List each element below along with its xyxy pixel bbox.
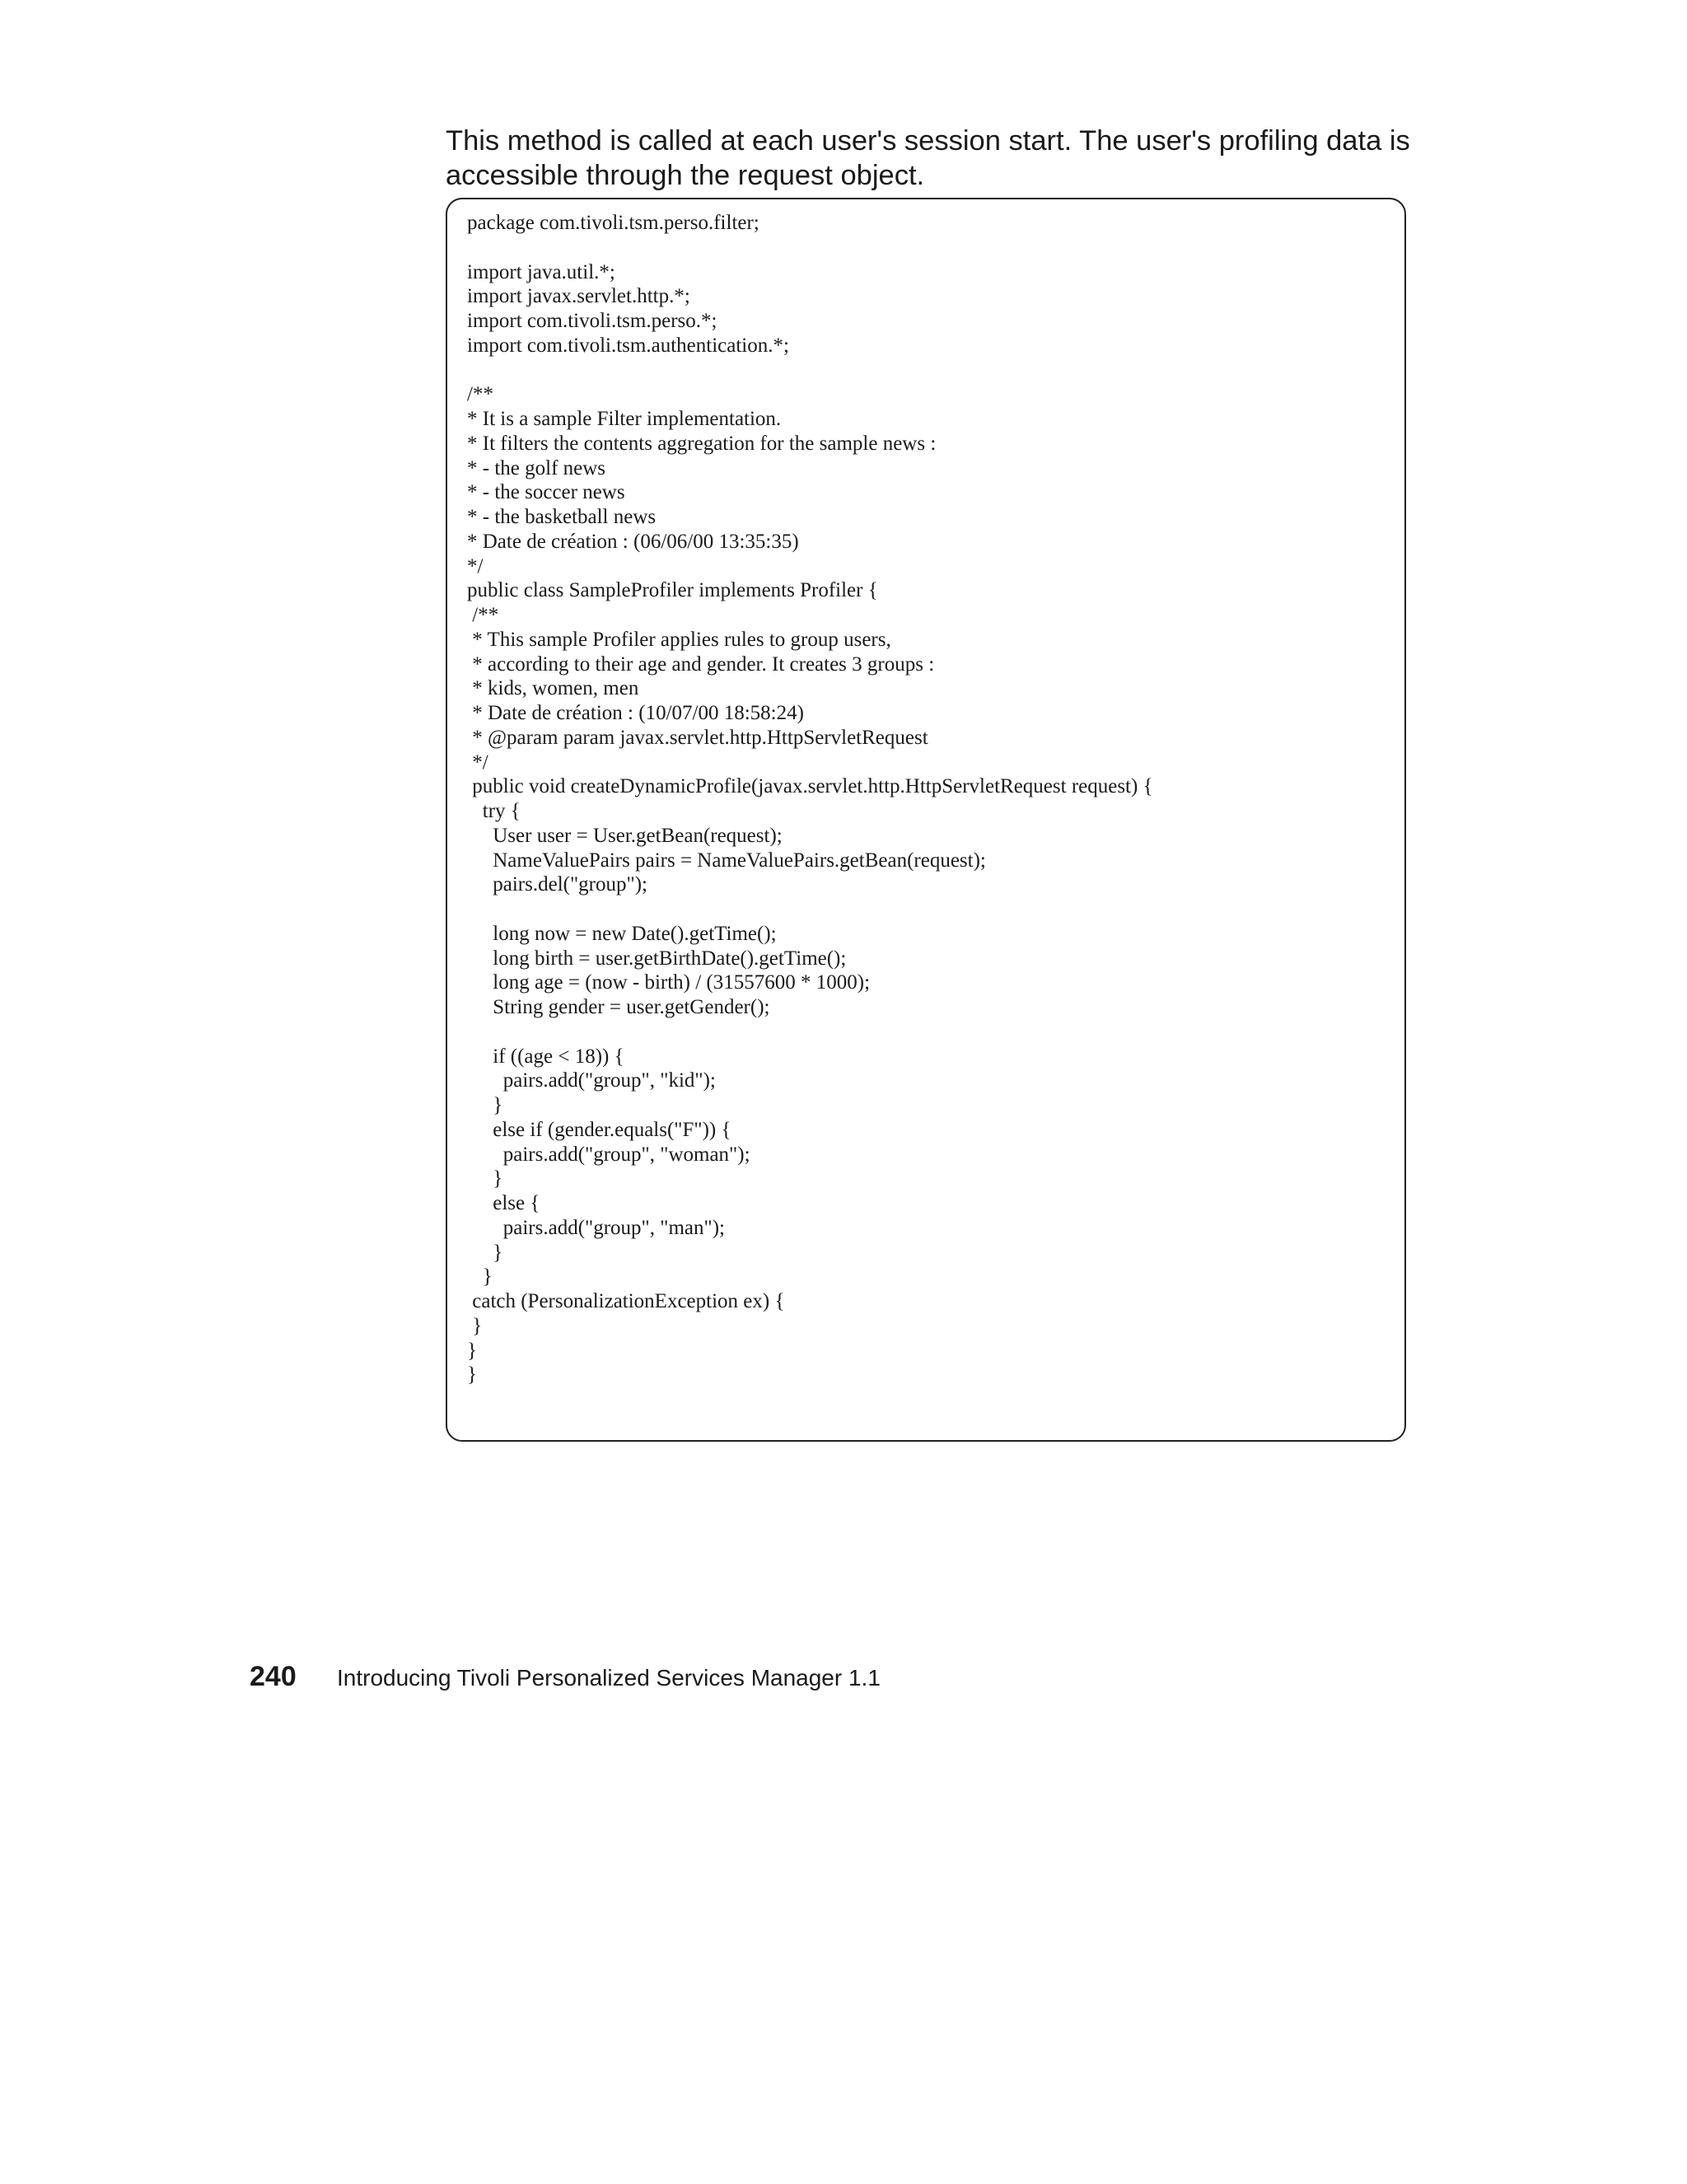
code-line: * Date de création : (10/07/00 18:58:24) — [467, 702, 804, 724]
code-line: NameValuePairs pairs = NameValuePairs.getBean(request); — [467, 849, 986, 872]
code-line: long age = (now - birth) / (31557600 * 1000); — [467, 971, 871, 994]
code-line: * kids, women, men — [467, 677, 639, 700]
code-line: public void createDynamicProfile(javax.servlet.http.HttpServletRequest request) { — [467, 775, 1153, 798]
code-line: import com.tivoli.tsm.perso.*; — [467, 310, 717, 332]
code-line: } — [467, 1339, 477, 1362]
code-line — [467, 358, 1153, 383]
code-line: User user = User.getBean(request); — [467, 824, 783, 847]
code-line: import com.tivoli.tsm.authentication.*; — [467, 334, 789, 357]
code-line: import java.util.*; — [467, 260, 615, 283]
code-line — [467, 236, 1153, 260]
code-line: * It is a sample Filter implementation. — [467, 408, 782, 430]
code-line: * @param param javax.servlet.http.HttpServletRequest — [467, 726, 928, 749]
code-line: import javax.servlet.http.*; — [467, 285, 690, 308]
code-line: } — [467, 1241, 503, 1264]
intro-paragraph: This method is called at each user's session start. The user's profiling data is accessible through the request object. — [446, 125, 1410, 191]
code-line: if ((age < 18)) { — [467, 1045, 624, 1068]
code-line: * This sample Profiler applies rules to group users, — [467, 628, 891, 651]
code-line: public class SampleProfiler implements Profiler { — [467, 579, 878, 602]
code-line: /** — [467, 383, 493, 406]
code-line: else { — [467, 1192, 540, 1214]
code-listing-box — [446, 198, 1406, 1442]
code-line: try { — [467, 800, 521, 822]
code-line: long now = new Date().getTime(); — [467, 922, 777, 945]
code-line: } — [467, 1094, 503, 1116]
code-listing — [467, 211, 1153, 1387]
page-number: 240 — [250, 1661, 297, 1692]
code-line: package com.tivoli.tsm.perso.filter; — [467, 212, 759, 234]
book-title: Introducing Tivoli Personalized Services Manager 1.1 — [337, 1665, 881, 1691]
code-line — [467, 897, 1153, 922]
code-line: * according to their age and gender. It creates 3 groups : — [467, 652, 935, 676]
code-line: } — [467, 1363, 477, 1387]
code-line: pairs.add("group", "woman"); — [467, 1143, 750, 1166]
code-line: * Date de création : (06/06/00 13:35:35) — [467, 530, 799, 553]
code-line: * - the soccer news — [467, 481, 625, 504]
code-line: catch (PersonalizationException ex) { — [467, 1290, 785, 1312]
code-line — [467, 1020, 1153, 1045]
code-line: pairs.add("group", "man"); — [467, 1216, 725, 1239]
code-line: pairs.del("group"); — [467, 873, 647, 896]
code-line: /** — [467, 604, 499, 626]
code-line: * - the golf news — [467, 456, 606, 479]
code-line: * It filters the contents aggregation for the sample news : — [467, 432, 937, 455]
code-line: pairs.add("group", "kid"); — [467, 1069, 716, 1092]
code-line: */ — [467, 751, 488, 774]
code-line: * - the basketball news — [467, 506, 657, 528]
code-line: long birth = user.getBirthDate().getTime(); — [467, 947, 847, 970]
code-line: } — [467, 1167, 503, 1190]
code-line: else if (gender.equals("F")) { — [467, 1118, 731, 1141]
code-line: } — [467, 1314, 483, 1337]
code-line: */ — [467, 554, 484, 578]
code-line: } — [467, 1265, 493, 1288]
page-footer — [250, 1661, 881, 1693]
code-line: String gender = user.getGender(); — [467, 996, 770, 1018]
